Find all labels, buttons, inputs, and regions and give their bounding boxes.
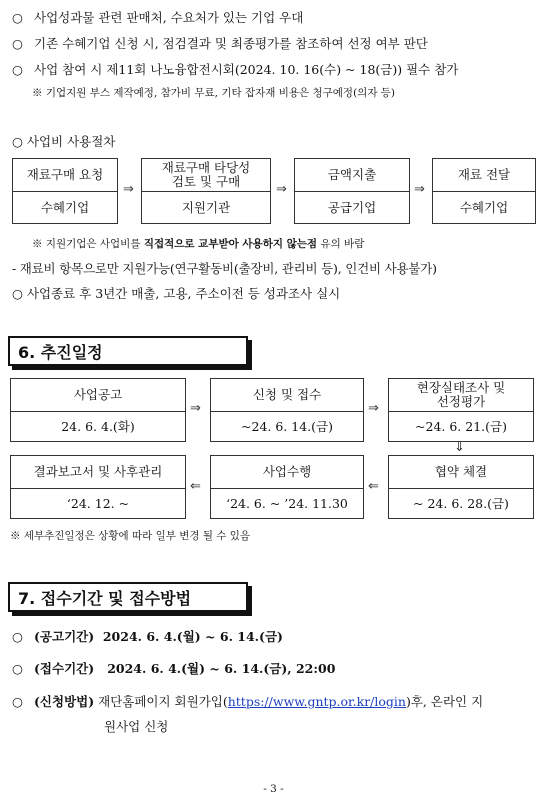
bullet-text: 기존 수혜기업 신청 시, 점검결과 및 최종평가를 참조하여 선정 여부 판단 — [34, 36, 428, 51]
right-arrow-icon: ⇒ — [190, 401, 201, 416]
down-arrow-icon: ⇓ — [454, 440, 465, 455]
cost-procedure-title: ○ 사업비 사용절차 — [12, 134, 116, 149]
item-value: 2024. 6. 4.(월) ~ 6. 14.(금), 22:00 — [107, 661, 336, 676]
page-number: - 3 - — [263, 783, 284, 795]
step-actor: 수혜기업 — [40, 200, 90, 216]
step-actor: 지원기관 — [181, 200, 231, 216]
schedule-title: 결과보고서 및 사후관리 — [33, 463, 163, 479]
schedule-title: 협약 체결 — [434, 463, 488, 479]
note-prefix: ※ 지원기업은 사업비를 — [32, 238, 141, 250]
cost-usage-note — [32, 236, 364, 251]
step-title: 금액지출 — [327, 166, 377, 182]
bullet-marker: ○ — [12, 10, 23, 25]
schedule-title: 사업수행 — [262, 463, 312, 479]
schedule-step-execution — [210, 455, 364, 519]
application-method — [12, 692, 483, 710]
booth-note: ※ 기업지원 부스 제작예정, 참가비 무료, 기타 잡자재 비용은 청구예정(의자 등) — [32, 87, 396, 99]
item-label: (공고기간) — [34, 629, 95, 644]
bullet-marker: ○ — [12, 36, 23, 51]
right-arrow-icon: ⇒ — [414, 182, 425, 197]
post-project-survey: ○ 사업종료 후 3년간 매출, 고용, 주소이전 등 성과조사 실시 — [12, 286, 341, 301]
schedule-date: ‘24. 6. ~ ’24. 11.30 — [226, 496, 348, 512]
bullet-existing-beneficiaries — [12, 34, 428, 52]
note-emphasis: 직접적으로 교부받아 사용하지 않는점 — [143, 238, 318, 250]
schedule-note: ※ 세부추진일정은 상황에 따라 일부 변경 될 수 있음 — [10, 530, 251, 542]
login-link[interactable]: https://www.gntp.or.kr/login — [227, 694, 406, 709]
bullet-text: 사업 참여 시 제11회 나노융합전시회(2024. 10. 16(수) ~ 18(금)) 필수 참가 — [34, 62, 459, 77]
application-method-continued: 원사업 신청 — [104, 719, 169, 734]
schedule-step-report — [10, 455, 186, 519]
section-7-heading: 7. 접수기간 및 접수방법 — [8, 582, 248, 612]
procedure-step-1 — [12, 158, 118, 224]
step-title: 재료구매 타당성 검토 및 구매 — [161, 159, 251, 189]
schedule-date: ‘24. 12. ~ — [66, 496, 130, 512]
left-arrow-icon: ⇐ — [368, 479, 379, 494]
item-label: (접수기간) — [34, 661, 95, 676]
procedure-step-4 — [432, 158, 536, 224]
right-arrow-icon: ⇒ — [123, 182, 134, 197]
schedule-title: 사업공고 — [73, 386, 123, 402]
schedule-step-application — [210, 378, 364, 442]
schedule-date: ~ 24. 6. 28.(금) — [413, 496, 509, 512]
step-actor: 공급기업 — [327, 200, 377, 216]
schedule-step-announcement — [10, 378, 186, 442]
note-suffix: 유의 바람 — [320, 238, 365, 250]
bullet-marker: ○ — [12, 694, 23, 709]
schedule-date: 24. 6. 4.(화) — [61, 419, 135, 435]
application-period — [12, 659, 335, 677]
schedule-title: 신청 및 접수 — [252, 386, 322, 402]
item-label: (신청방법) — [34, 694, 95, 709]
schedule-title: 현장실태조사 및 선정평가 — [416, 379, 506, 409]
schedule-date: ~24. 6. 21.(금) — [415, 419, 507, 435]
item-value: 2024. 6. 4.(월) ~ 6. 14.(금) — [102, 629, 283, 644]
left-arrow-icon: ⇐ — [190, 479, 201, 494]
step-title: 재료구매 요청 — [26, 166, 104, 182]
method-prefix: 재단홈페이지 회원가입( — [98, 694, 228, 709]
method-suffix: )후, 온라인 지 — [405, 694, 484, 709]
announcement-period — [12, 627, 283, 645]
section-6-heading: 6. 추진일정 — [8, 336, 248, 366]
procedure-step-2 — [141, 158, 271, 224]
schedule-step-evaluation — [388, 378, 534, 442]
material-cost-rule: - 재료비 항목으로만 지원가능(연구활동비(출장비, 관리비 등), 인건비 사용불가) — [12, 261, 437, 276]
step-actor: 수혜기업 — [459, 200, 509, 216]
bullet-marker: ○ — [12, 629, 23, 644]
schedule-step-agreement — [388, 455, 534, 519]
bullet-marker: ○ — [12, 661, 23, 676]
bullet-preferred-companies — [12, 8, 303, 26]
bullet-exhibition-participation — [12, 60, 458, 78]
bullet-marker: ○ — [12, 62, 23, 77]
right-arrow-icon: ⇒ — [368, 401, 379, 416]
schedule-date: ~24. 6. 14.(금) — [241, 419, 333, 435]
bullet-text: 사업성과물 관련 판매처, 수요처가 있는 기업 우대 — [34, 10, 304, 25]
step-title: 재료 전달 — [457, 166, 511, 182]
right-arrow-icon: ⇒ — [276, 182, 287, 197]
procedure-step-3 — [294, 158, 410, 224]
